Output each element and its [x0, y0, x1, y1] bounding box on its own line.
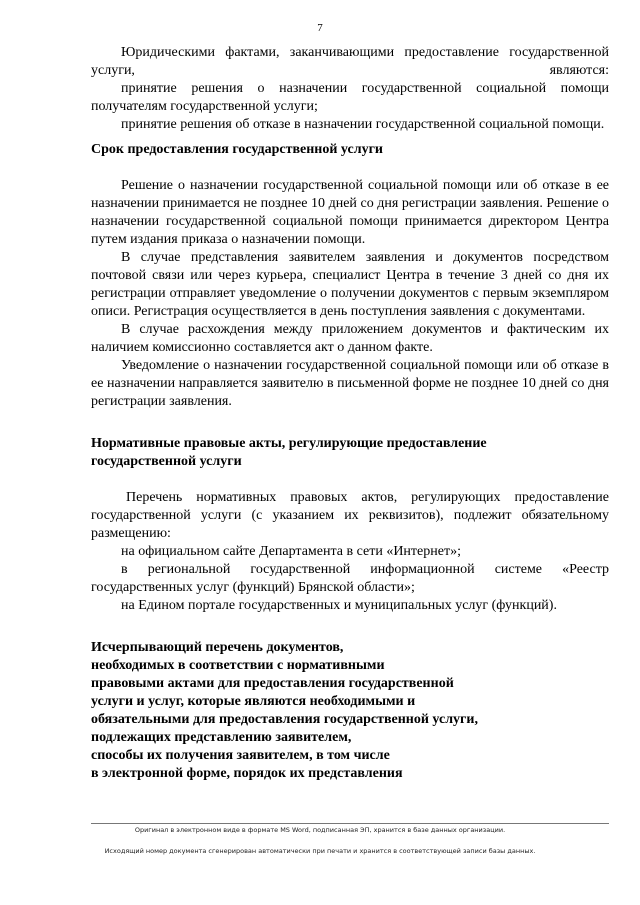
acts-item: на Едином портале государственных и муниципальных услуг (функций).: [121, 598, 557, 613]
acts-item: в региональной государственной информационной системе «Реестр государственных услуг (функций) Брянской области»;: [91, 562, 609, 595]
footer-original-note: Оригинал в электронном виде в формате MS Word, подписанная ЭП, хранится в базе данных организации.: [134, 826, 506, 834]
term-heading: Срок предоставления государственной услуги: [91, 142, 383, 157]
docs-heading-line: необходимых в соответствии с нормативными: [91, 658, 385, 673]
docs-heading-line: способы их получения заявителем, в том числе: [91, 748, 390, 763]
docs-heading-line: Исчерпывающий перечень документов,: [91, 640, 344, 655]
term-paragraph: В случае расхождения между приложением документов и фактическим их наличием комиссионно составляется акт о данном факте.: [91, 322, 609, 355]
docs-heading-line: обязательными для предоставления государственной услуги,: [91, 712, 478, 727]
facts-intro: Юридическими фактами, заканчивающими предоставление государственной услуги, являются:: [91, 45, 609, 78]
docs-heading-line: услуги и услуг, которые являются необходимыми и: [91, 694, 416, 709]
footer-divider: [91, 823, 609, 824]
acts-item: на официальном сайте Департамента в сети «Интернет»;: [121, 544, 461, 559]
document-body: [91, 44, 609, 783]
docs-heading-line: в электронной форме, порядок их представления: [91, 766, 403, 781]
term-paragraph: Решение о назначении государственной социальной помощи или об отказе в ее назначении принимается не позднее 10 дней со дня регистрации заявления. Решение о назначении государственной социальной помощи принимается директором Центра путем издания приказа о назначении помощи.: [91, 178, 609, 247]
page-number: 7: [317, 22, 323, 34]
acts-intro: Перечень нормативных правовых актов, регулирующих предоставление государственной услуги (с указанием их реквизитов), подлежит обязательному размещению:: [91, 490, 609, 541]
facts-item: принятие решения об отказе в назначении государственной социальной помощи.: [121, 117, 605, 132]
term-paragraph: В случае представления заявителем заявления и документов посредством почтовой связи или через курьера, специалист Центра в течение 3 дней со дня их регистрации отправляет уведомление о получении документов с первым экземпляром описи. Регистрация осуществляется в день поступления заявления с документами.: [91, 250, 609, 319]
facts-item: принятие решения о назначении государственной социальной помощи получателям государственной услуги;: [91, 81, 609, 114]
term-paragraph: Уведомление о назначении государственной социальной помощи или об отказе в ее назначении направляется заявителю в письменной форме не позднее 10 дней со дня регистрации заявления.: [91, 358, 609, 409]
footer-number-note: Исходящий номер документа сгенерирован автоматически при печати и хранится в соответствующей записи базы данных.: [104, 847, 536, 855]
acts-heading-line: Нормативные правовые акты, регулирующие предоставление: [91, 436, 487, 451]
docs-heading-line: правовыми актами для предоставления государственной: [91, 676, 454, 691]
acts-heading-line: государственной услуги: [91, 454, 242, 469]
docs-heading-line: подлежащих представлению заявителем,: [91, 730, 352, 745]
